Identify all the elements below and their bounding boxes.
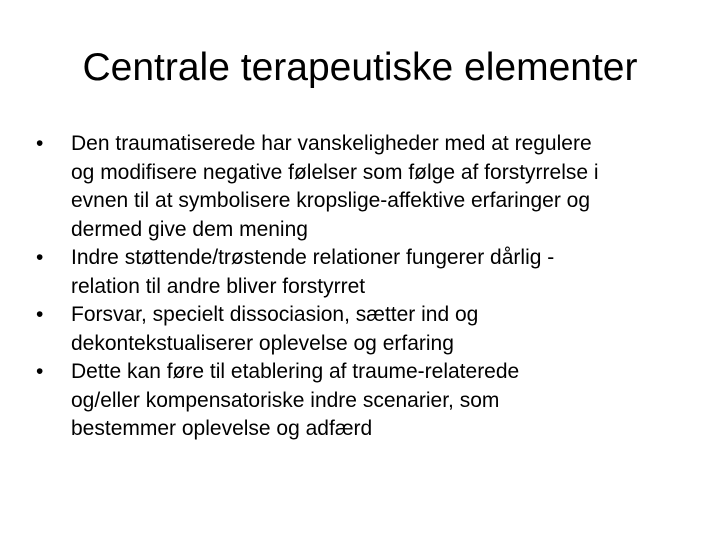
bullet-item [36, 358, 686, 444]
bullet-icon: • [36, 132, 44, 155]
bullet-line: Dette kan føre til etablering af traume-relaterede [71, 360, 520, 383]
bullet-line: dermed give dem mening [71, 217, 308, 241]
bullet-list [36, 130, 686, 444]
slide-title: Centrale terapeutiske elementer [82, 46, 638, 89]
bullet-icon: • [36, 303, 44, 326]
bullet-line: Den traumatiserede har vanskeligheder med at regulere [71, 132, 592, 155]
bullet-line: og modifisere negative følelser som følge af forstyrrelse i [71, 160, 599, 184]
bullet-line: Forsvar, specielt dissociasion, sætter ind og [71, 303, 479, 326]
bullet-line: og/eller kompensatoriske indre scenarier, som [71, 388, 500, 412]
bullet-line: relation til andre bliver forstyrret [71, 274, 366, 298]
bullet-item [36, 130, 686, 244]
bullet-icon: • [36, 360, 44, 383]
bullet-line: Indre støttende/trøstende relationer fungerer dårlig - [71, 246, 555, 269]
bullet-line: dekontekstualiserer oplevelse og erfaring [71, 331, 454, 355]
bullet-line: evnen til at symbolisere kropslige-affektive erfaringer og [71, 189, 591, 212]
bullet-icon: • [36, 246, 44, 269]
bullet-item [36, 301, 686, 358]
bullet-line: bestemmer oplevelse og adfærd [71, 417, 373, 440]
bullet-item [36, 244, 686, 301]
